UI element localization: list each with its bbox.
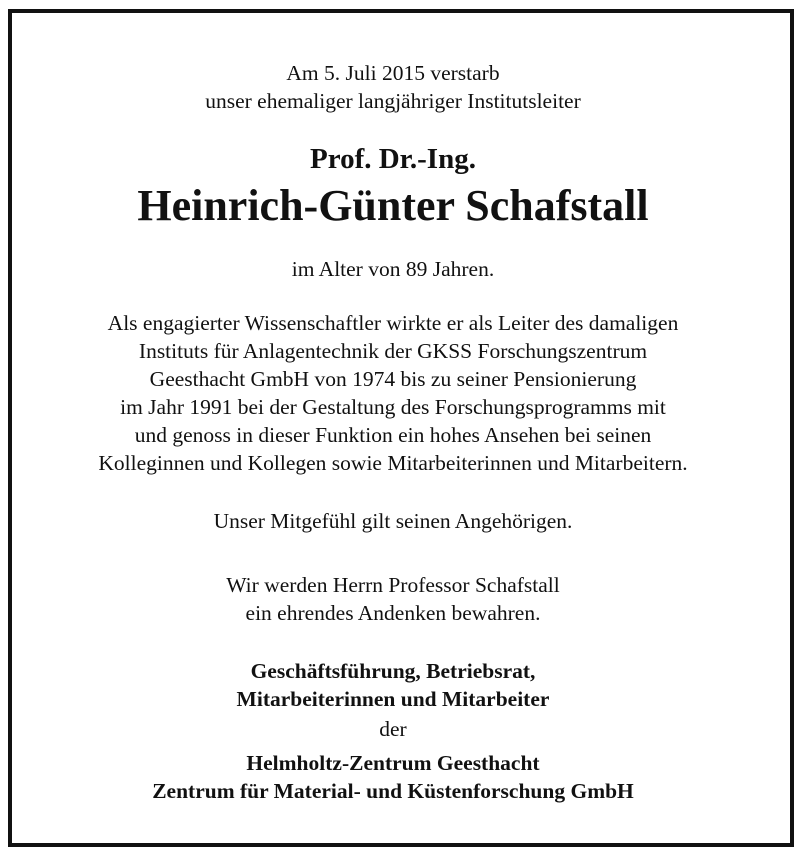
tribute-line-3: Geesthacht GmbH von 1974 bis zu seiner Pensionierung: [149, 367, 637, 391]
age-line: im Alter von 89 Jahren.: [291, 257, 495, 281]
organization-line-2: Zentrum für Material- und Küstenforschung GmbH: [152, 779, 634, 803]
tribute-line-5: und genoss in dieser Funktion ein hohes Ansehen bei seinen: [134, 423, 652, 447]
organization-line-1: Helmholtz-Zentrum Geesthacht: [246, 751, 540, 775]
academic-title: Prof. Dr.-Ing.: [310, 143, 476, 175]
signatories-connector: der: [379, 717, 407, 741]
deceased-name: Heinrich-Günter Schafstall: [137, 181, 649, 230]
sympathy-line: Unser Mitgefühl gilt seinen Angehörigen.: [213, 509, 573, 533]
tribute-line-4: im Jahr 1991 bei der Gestaltung des Forschungsprogramms mit: [120, 395, 666, 419]
remembrance-line-2: ein ehrendes Andenken bewahren.: [245, 601, 541, 625]
tribute-line-1: Als engagierter Wissenschaftler wirkte er als Leiter des damaligen: [107, 311, 679, 335]
remembrance-line-1: Wir werden Herrn Professor Schafstall: [226, 573, 560, 597]
intro-line-1: Am 5. Juli 2015 verstarb: [286, 61, 500, 85]
intro-line-2: unser ehemaliger langjähriger Institutsleiter: [205, 89, 581, 113]
signatories-line-2: Mitarbeiterinnen und Mitarbeiter: [236, 687, 550, 711]
tribute-line-2: Instituts für Anlagentechnik der GKSS Forschungszentrum: [138, 339, 648, 363]
signatories-line-1: Geschäftsführung, Betriebsrat,: [250, 659, 536, 683]
tribute-line-6: Kolleginnen und Kollegen sowie Mitarbeiterinnen und Mitarbeitern.: [98, 451, 688, 475]
